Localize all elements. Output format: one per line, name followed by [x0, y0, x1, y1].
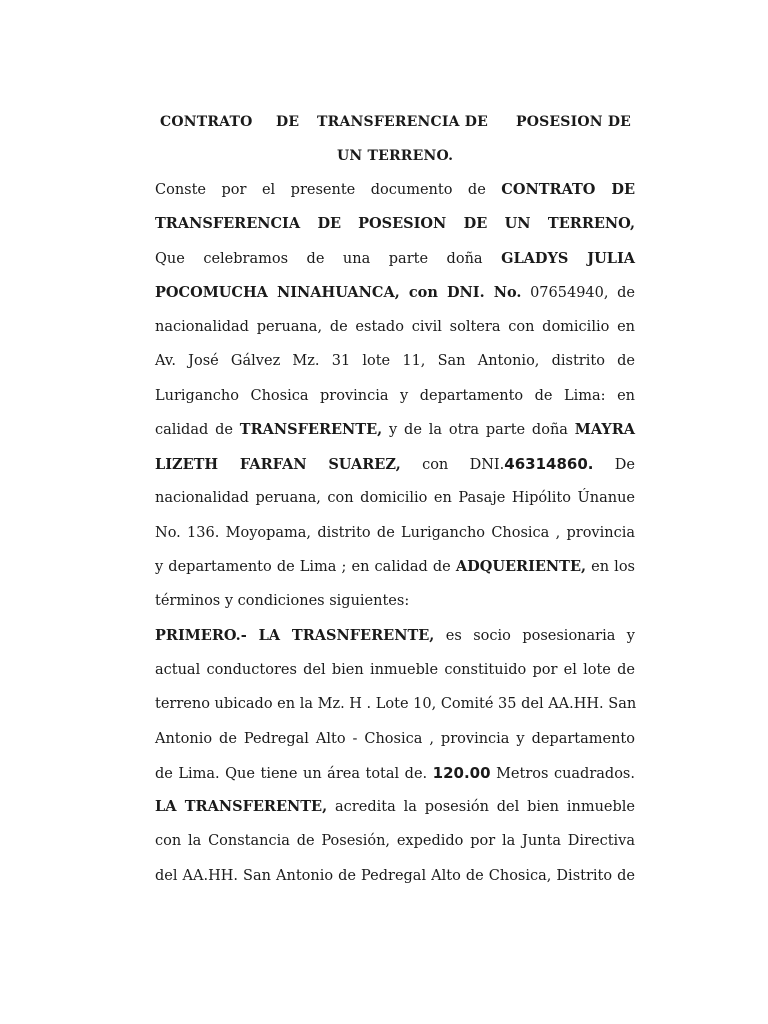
- body-text: Que celebramos de una parte doña: [155, 251, 502, 267]
- body-bold-text: TRANSFERENTE,: [239, 421, 383, 438]
- body-text: nacionalidad peruana, con domicilio en Pasaje Hipólito Únanue: [155, 490, 635, 506]
- body-bold-text: POCOMUCHA NINAHUANCA, con DNI. No.: [155, 284, 522, 301]
- body-bold-text: MAYRA: [574, 421, 635, 438]
- body-line-16: [155, 694, 635, 714]
- body-text: de Lima. Que tiene un área total de.: [155, 766, 433, 782]
- body-line-5: [155, 317, 635, 337]
- body-text: términos y condiciones siguientes:: [155, 593, 410, 609]
- body-text: del AA.HH. San Antonio de Pedregal Alto de Chosica, Distrito de: [155, 868, 635, 884]
- body-text: De: [593, 457, 636, 473]
- body-line-6: [155, 351, 635, 371]
- body-text: y departamento de Lima ; en calidad de: [155, 559, 456, 575]
- body-line-7: [155, 386, 635, 406]
- body-text: actual conductores del bien inmueble constituido por el lote de: [155, 662, 635, 678]
- title-word-transferencia: TRANSFERENCIA DE: [317, 114, 488, 130]
- area-value: 120.00: [432, 764, 491, 782]
- body-text: Antonio de Pedregal Alto - Chosica , provincia y departamento: [155, 731, 635, 747]
- body-bold-text: ADQUERIENTE,: [455, 558, 587, 575]
- body-text: Metros cuadrados.: [490, 766, 635, 782]
- title-word-de: DE: [276, 114, 300, 130]
- body-text: calidad de: [155, 422, 240, 438]
- body-line-20: [155, 831, 635, 851]
- body-bold-text: CONTRATO DE: [501, 181, 636, 198]
- body-line-17: [155, 729, 635, 749]
- body-line-4: [155, 283, 635, 303]
- body-text: Av. José Gálvez Mz. 31 lote 11, San Antonio, distrito de: [155, 353, 635, 369]
- body-line-13: [155, 591, 635, 611]
- body-text: Conste por el presente documento de: [155, 182, 502, 198]
- body-text: Lurigancho Chosica provincia y departamento de Lima: en: [155, 388, 635, 404]
- body-text: con la Constancia de Posesión, expedido por la Junta Directiva: [155, 833, 635, 849]
- body-line-10: [155, 488, 635, 508]
- body-bold-text: LA TRANSFERENTE,: [155, 798, 328, 815]
- body-line-12: [155, 557, 635, 577]
- title-word-contrato: CONTRATO: [160, 114, 253, 130]
- body-text: con DNI.: [400, 457, 505, 473]
- body-text: 07654940, de: [521, 285, 635, 301]
- body-line-21: [155, 866, 635, 886]
- title-word-posesion: POSESION DE: [516, 114, 632, 130]
- body-text: es socio posesionaria y: [434, 628, 635, 644]
- body-line-19: [155, 797, 635, 817]
- dni-number: 46314860.: [504, 455, 594, 473]
- body-line-18: [155, 763, 635, 784]
- body-line-14: [155, 626, 635, 646]
- body-bold-text: GLADYS JULIA: [501, 250, 635, 267]
- body-text: en los: [586, 559, 635, 575]
- body-line-3: [155, 249, 635, 269]
- body-line-1: [155, 180, 635, 200]
- body-text: nacionalidad peruana, de estado civil soltera con domicilio en: [155, 319, 635, 335]
- body-line-9: [155, 454, 635, 475]
- body-bold-text: POSESION DE UN TERRENO,: [358, 215, 636, 232]
- body-text: acredita la posesión del bien inmueble: [327, 799, 635, 815]
- body-text: y de la otra parte doña: [382, 422, 575, 438]
- body-bold-text: TRANSFERENCIA DE: [155, 215, 342, 232]
- body-line-15: [155, 660, 635, 680]
- title-line-2: UN TERRENO.: [337, 148, 454, 164]
- body-line-8: [155, 420, 635, 440]
- body-text: terreno ubicado en la Mz. H . Lote 10, Comité 35 del AA.HH. San: [155, 696, 637, 712]
- body-line-11: [155, 523, 635, 543]
- body-bold-text: LIZETH FARFAN SUAREZ,: [155, 456, 401, 473]
- body-text: No. 136. Moyopama, distrito de Lurigancho Chosica , provincia: [155, 525, 635, 541]
- clause-heading: PRIMERO.- LA TRASNFERENTE,: [155, 627, 435, 644]
- body-line-2: [155, 214, 635, 234]
